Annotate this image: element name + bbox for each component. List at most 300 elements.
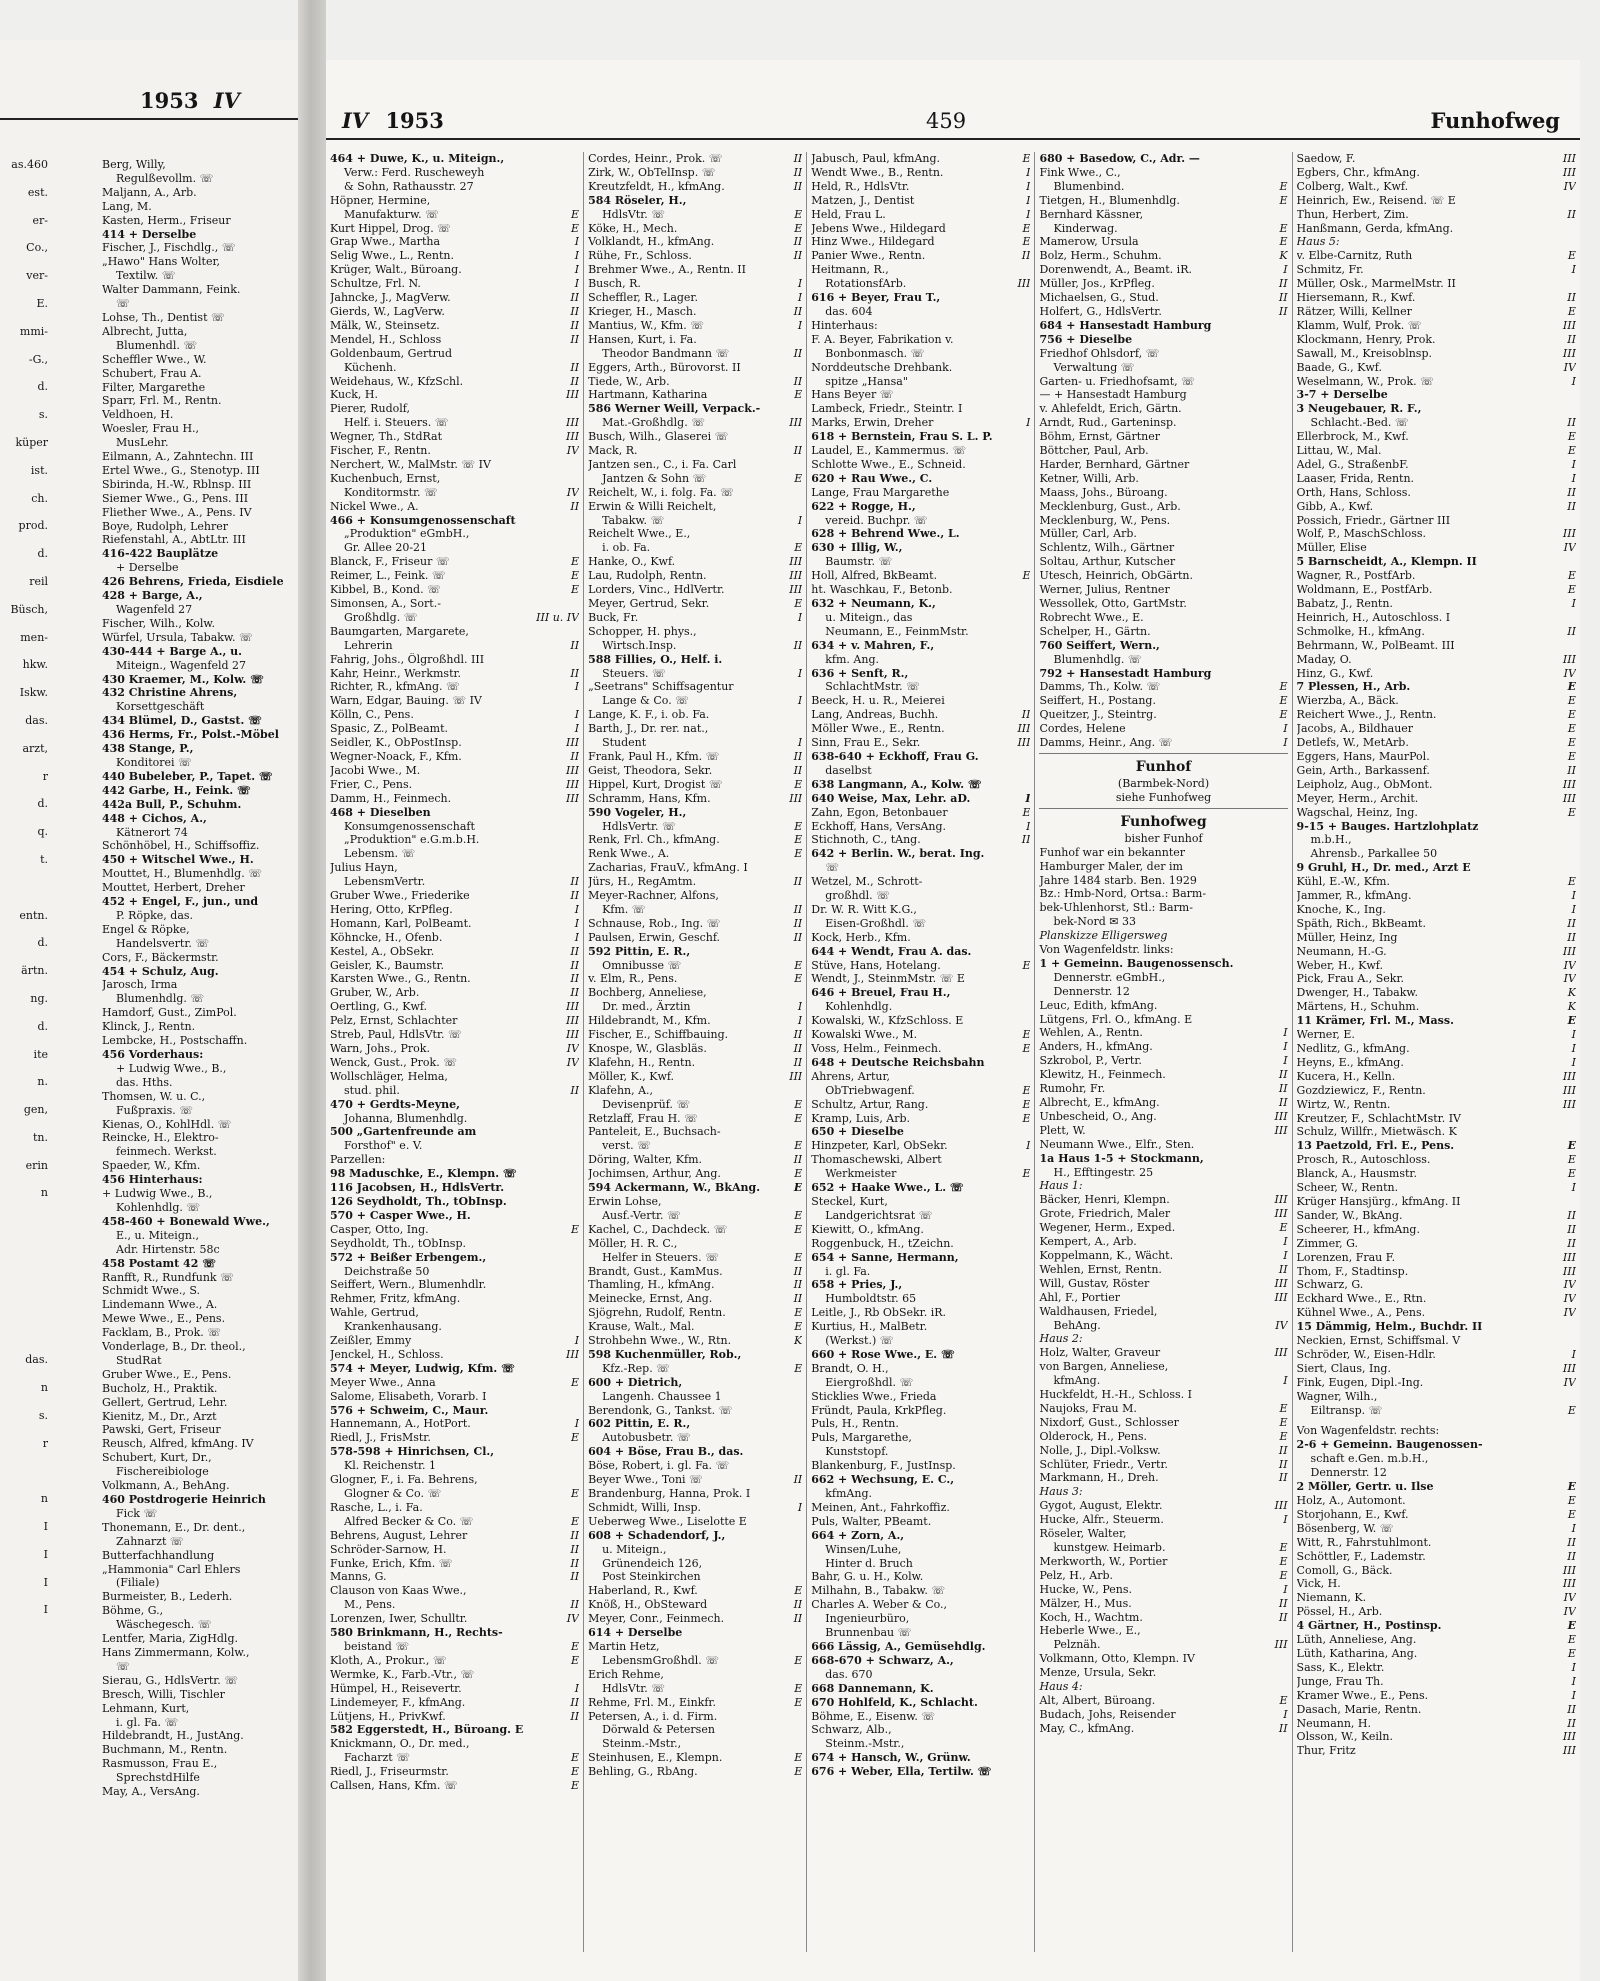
directory-entry: II Kreutzfeldt, H., kfmAng. [588,179,803,193]
floor-marker: E [1567,1633,1576,1647]
directory-entry: Mewe Wwe., E., Pens. [102,1312,226,1326]
floor-marker: E [1022,152,1031,165]
directory-entry: E Voss, Helm., Feinmech. [811,1042,1031,1055]
directory-entry: & Sohn, Rathausstr. 27 [344,179,474,193]
directory-entry: Leitle, J., Rb ObSekr. iR. [811,1306,947,1320]
directory-entry: Verwaltung ☏ [1053,360,1135,374]
floor-marker: II [1021,708,1031,722]
floor-marker: II [1567,1535,1576,1549]
floor-marker: I [574,722,580,736]
floor-marker: I [797,1014,803,1028]
directory-entry: E Hinz Wwe., Hildegard [811,235,1031,249]
floor-marker: III [789,791,803,805]
directory-entry: I Richter, R., kfmAng. ☏ [330,680,580,694]
directory-entry: Busch, Wilh., Glaserei ☏ [588,430,729,444]
directory-entry: Vonderlage, B., Dr. theol., [102,1340,246,1354]
directory-entry: II Schlüter, Friedr., Vertr. [1039,1457,1288,1471]
floor-marker: III [1274,1346,1288,1360]
house-subheading: Haus 2: [1039,1332,1083,1346]
directory-entry: E Merkworth, W., Portier [1039,1554,1288,1568]
directory-entry: E Krause, Walt., Mal. [588,1320,803,1334]
floor-marker: E [571,569,580,583]
directory-entry: Spaeder, W., Kfm. [102,1159,201,1173]
floor-marker: E [794,833,803,847]
floor-marker: III [1562,346,1576,360]
floor-marker: IV [1563,1591,1576,1605]
directory-entry: E Lüth, Katharina, Ang. [1296,1646,1576,1660]
floor-marker: E [1567,1646,1576,1660]
directory-entry: Wagenfeld 27 [116,603,193,616]
directory-entry: E Olderock, H., Pens. [1039,1429,1288,1443]
directory-entry: das. Hths. [116,1075,173,1089]
floor-marker: II [570,1556,580,1570]
directory-entry: Post Steinkirchen [602,1570,701,1584]
cropped-text-fragment: entn. [19,908,48,922]
directory-entry: I Selig Wwe., L., Rentn. [330,249,580,263]
floor-marker: II [793,930,803,944]
directory-entry: 586 Werner Weill, Verpack.- [588,402,761,416]
directory-entry: IV Schwarz, G. [1296,1278,1576,1292]
directory-entry: Miteign., Wagenfeld 27 [116,658,247,672]
cropped-text-fragment: prod. [18,519,48,533]
directory-entry: I Scheer, W., Rentn. [1296,1181,1576,1195]
directory-entry: Schelper, H., Gärtn. [1039,624,1151,638]
directory-entry: E Kibbel, B., Kond. ☏ [330,583,580,597]
directory-entry: II Koch, H., Wachtm. [1039,1610,1288,1624]
floor-marker: E [1567,805,1576,819]
floor-marker: E [794,972,803,986]
directory-entry: III Wirtz, W., Rentn. [1296,1097,1576,1111]
directory-entry: E Holz, A., Automont. [1296,1494,1576,1507]
directory-entry: Eisen-Großhdl. ☏ [825,916,927,930]
directory-entry: 616 + Beyer, Frau T., [811,291,941,305]
floor-marker: II [793,1028,803,1042]
floor-marker: I [1283,1040,1288,1054]
directory-entry: Fründt, Paula, KrkPfleg. [811,1403,947,1417]
directory-entry: E Ausf.-Vertr. ☏ [602,1208,803,1222]
directory-entry: Neckien, Ernst, Schiffsmal. V [1296,1334,1461,1348]
directory-entry: Barth, J., Dr. rer. nat., [588,722,709,736]
directory-entry: Walter Dammann, Feink. [102,283,241,297]
directory-entry: 116 Jacobsen, H., HdlsVertr. [330,1181,505,1195]
directory-entry: Mouttet, Herbert, Dreher [102,881,245,895]
directory-entry: III Pelznäh. [1053,1638,1288,1652]
directory-entry: Lentfer, Maria, ZigHdlg. [102,1632,238,1646]
floor-marker: III [566,1347,580,1361]
directory-entry: 630 + Illig, W., [811,541,903,555]
directory-entry: I Homann, Karl, PolBeamt. [330,916,580,930]
floor-marker: III [1562,1264,1576,1278]
directory-entry: 658 + Pries, J., [811,1278,903,1292]
directory-entry: I Hannemann, A., HotPort. [330,1417,580,1431]
floor-marker: III [1274,1290,1288,1304]
directory-entry: Meyer-Rachner, Alfons, [588,889,719,903]
cropped-text-fragment: ver- [26,269,48,283]
directory-entry: E Seiffert, H., Postang. [1039,694,1288,708]
directory-entry: Brehmer Wwe., A., Rentn. II [588,263,746,277]
directory-entry: Kreutzer, F., SchlachtMstr. IV [1296,1111,1461,1125]
directory-entry: Ingenieurbüro, [825,1612,910,1626]
directory-entry: III Lorenzen, Frau F. [1296,1250,1576,1264]
directory-entry: 9 Gruhl, H., Dr. med., Arzt E [1296,861,1471,875]
floor-marker: E [794,388,803,402]
floor-marker: II [793,902,803,916]
directory-entry: Kohlenhdlg. ☏ [116,1200,201,1214]
directory-entry: Schulz, Willfr., Mietwäsch. K [1296,1125,1457,1139]
directory-entry: Röseler, Walter, [1039,1527,1127,1541]
directory-entry: I Dr. med., Ärztin [602,1000,803,1014]
floor-marker: III [1562,318,1576,332]
floor-marker: III [1562,791,1576,805]
directory-entry: 442 Garbe, H., Feink. ☏ [102,783,251,797]
directory-entry: E Pelz, H., Arb. [1039,1568,1288,1582]
floor-marker: I [574,680,580,694]
directory-entry: Brandenburg, Hanna, Prok. I [588,1487,751,1500]
floor-marker: I [1283,1248,1288,1262]
directory-entry: Kasten, Herm., Friseur [102,213,231,227]
directory-entry: Lehmann, Kurt, [102,1701,190,1715]
directory-entry: 636 + Senft, R., [811,666,909,680]
floor-marker: II [793,1612,803,1626]
directory-entry: Knickmann, O., Dr. med., [330,1737,470,1751]
directory-entry: Kowalski, W., KfzSchloss. E [811,1014,964,1028]
floor-marker: I [1283,1707,1288,1721]
directory-entry: III Jenckel, H., Schloss. [330,1347,580,1361]
directory-entry: Ertel Wwe., G., Stenotyp. III [102,463,260,477]
directory-entry: Erwin & Willi Reichelt, [588,499,717,513]
directory-entry: E Rehme, Frl. M., Einkfr. [588,1695,803,1709]
floor-marker: II [1278,1471,1288,1485]
directory-entry: Krüger Hansjürg., kfmAng. II [1296,1194,1461,1208]
directory-entry: I Wendt Wwe., B., Rentn. [811,165,1031,179]
directory-entry: 578-598 + Hinrichsen, Cl., [330,1445,495,1459]
directory-entry: Kunststopf. [825,1445,889,1459]
directory-entry: 416-422 Bauplätze [102,547,219,561]
directory-entry: E Detlefs, W., MetArb. [1296,736,1576,750]
floor-marker: E [794,1584,803,1598]
left-page [0,40,298,1981]
directory-entry: 440 Bubeleber, P., Tapet. ☏ [102,769,273,783]
directory-entry: Salome, Elisabeth, Vorarb. I [330,1389,487,1403]
directory-entry: II Meyer, Conr., Feinmech. [588,1612,803,1626]
directory-entry: Steinm.-Mstr., [602,1737,682,1751]
floor-marker: I [1571,1042,1576,1055]
directory-entry: IV Hinz, G., Kwf. [1296,666,1576,680]
cropped-text-fragment: ist. [30,463,48,477]
directory-entry: IV Fischer, F., Rentn. [330,444,580,458]
floor-marker: III [566,1028,580,1042]
floor-marker: E [1022,221,1031,235]
directory-entry: Fischer, J., Fischdlg., ☏ [102,241,236,255]
directory-entry: 646 + Breuel, Frau H., [811,986,951,1000]
directory-entry: II Tiede, W., Arb. [588,374,803,388]
floor-marker: III [1274,1276,1288,1290]
directory-entry: Hamburger Maler, der im [1039,859,1183,873]
directory-entry: 438 Stange, P., [102,742,194,756]
directory-column-4 [1034,152,1291,1952]
directory-entry: 620 + Rau Wwe., C. [811,471,933,485]
directory-entry: 634 + v. Mahren, F., [811,638,935,652]
floor-marker: III [1562,652,1576,666]
floor-marker: E [794,1097,803,1111]
directory-entry: 668-670 + Schwarz, A., [811,1653,954,1667]
floor-marker: IV [566,444,580,458]
directory-entry: I Adel, G., StraßenbF. [1296,457,1576,471]
directory-entry: 464 + Duwe, K., u. Miteign., [330,152,505,165]
floor-marker: I [1571,1521,1576,1535]
directory-entry: E Hartmann, Katharina [588,388,803,402]
directory-entry: 570 + Casper Wwe., H. [330,1208,471,1222]
floor-marker: II [793,1473,803,1487]
floor-marker: II [570,318,580,332]
directory-entry: Fick ☏ [116,1506,158,1520]
directory-entry: 576 + Schweim, C., Maur. [330,1403,489,1417]
directory-entry: E 7 Plessen, H., Arb. [1296,680,1576,694]
directory-entry: Reincke, H., Elektro- [102,1131,219,1145]
directory-entry: Lange, Frau Margarethe [811,485,950,499]
floor-marker: K [794,1334,803,1348]
directory-entry: 414 + Derselbe [102,227,197,241]
directory-entry: E v. Elm, R., Pens. [588,972,803,986]
cropped-text-fragment: ng. [30,991,48,1005]
directory-entry: Bresch, Willi, Tischler [102,1687,225,1701]
directory-entry: E Zahn, Egon, Betonbauer [811,805,1031,819]
directory-column-5 [1292,152,1580,1952]
directory-entry: 638 Langmann, A., Kolw. ☏ [811,777,982,791]
floor-marker: E [1022,1167,1031,1181]
directory-entry: Böhm, Ernst, Gärtner [1039,430,1161,444]
directory-entry: Böse, Robert, i. gl. Fa. ☏ [588,1459,730,1473]
floor-marker: IV [1563,541,1576,555]
directory-entry: Dennerstr. 12 [1053,984,1130,998]
floor-marker: E [794,1653,803,1667]
floor-marker: I [1571,889,1576,903]
directory-entry: II Mälk, W., Steinsetz. [330,318,580,332]
directory-entry: I Koppelmann, K., Wächt. [1039,1248,1288,1262]
floor-marker: I [1026,179,1031,193]
directory-entry: II Späth, Rich., BkBeamt. [1296,916,1576,930]
directory-entry: (Filiale) [116,1576,160,1590]
directory-entry: I Hucke, Alfr., Steuerm. [1039,1513,1288,1527]
directory-entry: Wermke, K., Farb.-Vtr., ☏ [330,1667,475,1681]
directory-entry: 436 Herms, Fr., Polst.-Möbel [102,728,279,742]
directory-entry: I Knoche, K., Ing. [1296,902,1576,916]
directory-entry: 676 + Weber, Ella, Tertilw. ☏ [811,1765,992,1779]
directory-entry: Fischereibiologe [116,1465,209,1479]
floor-marker: IV [566,485,580,499]
directory-entry: I Busch, R. [588,277,803,291]
floor-marker: E [1567,875,1576,889]
floor-marker: III [1017,736,1031,750]
directory-entry: I Bösenberg, W. ☏ [1296,1521,1576,1535]
directory-entry: m.b.H., [1310,833,1352,847]
cropped-text-fragment: ch. [31,491,48,505]
cropped-text-fragment: -G., [28,352,48,366]
directory-entry: kfmAng. [825,1487,872,1500]
floor-marker: I [1571,1028,1576,1042]
floor-marker: K [1567,986,1576,1000]
floor-marker: II [1567,207,1576,221]
floor-marker: E [793,1181,803,1195]
directory-entry: I 640 Weise, Max, Lehr. aD. [811,791,1031,805]
cropped-text-fragment: reil [29,574,48,588]
directory-entry: „Produktion" e.G.m.b.H. [344,833,480,847]
floor-marker: E [1567,569,1576,583]
floor-marker: III [1274,1499,1288,1513]
directory-entry: Langenh. Chaussee 1 [602,1389,722,1403]
floor-marker: I [1571,597,1576,610]
directory-entry: Facklam, B., Prok. ☏ [102,1326,222,1340]
floor-marker: E [1567,304,1576,318]
directory-entry: III Maday, O. [1296,652,1576,666]
directory-entry: E Jantzen & Sohn ☏ [602,471,803,485]
directory-entry: I Hucke, W., Pens. [1039,1582,1288,1596]
directory-entry: II Thamling, H., kfmAng. [588,1278,803,1292]
directory-entry: E Jabusch, Paul, kfmAng. [811,152,1031,165]
directory-entry: Kienas, O., KohlHdl. ☏ [102,1117,232,1131]
directory-entry: Kuchenbuch, Ernst, [330,471,441,485]
directory-entry: 652 + Haake Wwe., L. ☏ [811,1181,964,1195]
directory-entry: IV Warn, Johs., Prok. [330,1042,580,1055]
directory-entry: 9-15 + Bauges. Hartzlohplatz [1296,819,1479,833]
directory-entry: Würfel, Ursula, Tabakw. ☏ [102,630,253,644]
directory-entry: Ahrens, Artur, [811,1069,891,1083]
directory-entry: E 594 Ackermann, W., BkAng. [588,1181,803,1195]
directory-entry: E Riedl, J., Friseurmstr. [330,1765,580,1779]
floor-marker: E [1022,1042,1031,1055]
directory-entry: II Knöß, H., ObSteward [588,1598,803,1612]
floor-marker: I [1571,471,1576,485]
directory-entry: „Hawo" Hans Wolter, [102,255,220,269]
directory-entry: Brunnenbau ☏ [825,1626,912,1640]
directory-entry: E Renk, Frl. Ch., kfmAng. [588,833,803,847]
directory-entry: III u. IV Großhdlg. ☏ [344,610,580,624]
floor-marker: E [794,1222,803,1236]
directory-entry: E Mamerow, Ursula [1039,235,1288,249]
floor-marker: E [1279,1221,1288,1235]
directory-entry: K Dwenger, H., Tabakw. [1296,986,1576,1000]
directory-entry: Norddeutsche Drehbank. [811,360,953,374]
directory-entry: F. A. Beyer, Fabrikation v. [811,332,954,346]
directory-entry: I Jammer, R., kfmAng. [1296,889,1576,903]
directory-entry: I Spasic, Z., PolBeamt. [330,722,580,736]
directory-entry: I Budach, Johs, Reisender [1039,1707,1288,1721]
floor-marker: I [1026,165,1031,179]
floor-marker: E [1567,722,1576,736]
directory-entry: Burmeister, B., Lederh. [102,1590,233,1604]
directory-entry: v. Ahlefeldt, Erich, Gärtn. [1039,402,1182,416]
directory-entry: Steinm.-Mstr., [825,1737,905,1751]
floor-marker: III [1562,1361,1576,1375]
directory-column-1 [326,152,583,1952]
directory-entry: + Ludwig Wwe., B., [102,1187,213,1201]
directory-entry: II Lütjens, H., PrivKwf. [330,1709,580,1723]
directory-entry: 1a Haus 1-5 + Stockmann, [1039,1151,1204,1165]
directory-entry: E Lüth, Anneliese, Ang. [1296,1633,1576,1647]
left-page-column [102,158,298,1799]
directory-entry: Heitmann, R., [811,263,889,277]
directory-entry: 468 + Dieselben [330,805,431,819]
directory-entry: Fußpraxis. ☏ [116,1103,194,1117]
cropped-text-fragment: n [40,1186,48,1200]
directory-entry: Forsthof" e. V. [344,1139,423,1153]
directory-entry: II Knospe, W., Glasbläs. [588,1042,803,1055]
directory-entry: Dennerstr. 12 [1310,1466,1387,1480]
floor-marker: II [570,749,580,763]
floor-marker: E [794,471,803,485]
directory-entry: E Damms, Th., Kolw. ☏ [1039,680,1288,694]
floor-marker: II [793,763,803,777]
directory-entry: 584 Röseler, H., [588,193,687,207]
directory-entry: E Kachel, C., Dachdeck. ☏ [588,1222,803,1236]
directory-entry: IV Pick, Frau A., Sekr. [1296,972,1576,986]
street-section-note: bisher Funhof [1124,831,1203,845]
directory-entry: Von Wagenfeldstr. links: [1039,943,1174,957]
directory-entry: Neumann Wwe., Elfr., Sten. [1039,1137,1195,1151]
floor-marker: E [794,1208,803,1222]
directory-entry: I Hering, Otto, KrPfleg. [330,902,580,916]
directory-entry: II Brandt, Gust., KamMus. [588,1264,803,1278]
directory-entry: III Meyer, Herm., Archit. [1296,791,1576,805]
directory-entry: II Sander, W., BkAng. [1296,1208,1576,1222]
floor-marker: III [1562,165,1576,179]
directory-entry: E Facharzt ☏ [344,1751,580,1765]
floor-marker: E [794,958,803,972]
directory-entry: II Albrecht, E., kfmAng. [1039,1096,1288,1109]
directory-entry: 426 Behrens, Frieda, Eisdiele [102,575,284,589]
floor-marker: II [1021,833,1031,847]
directory-entry: II Frank, Paul H., Kfm. ☏ [588,749,803,763]
floor-marker: I [797,610,803,624]
section-divider [1039,753,1287,754]
house-subheading: Haus 5: [1296,235,1340,249]
directory-entry: Albrecht, Jutta, [102,324,188,338]
floor-marker: II [570,1709,580,1723]
floor-marker: II [570,499,580,513]
floor-marker: IV [1563,1292,1576,1306]
directory-entry: II Wegner-Noack, F., Kfm. [330,749,580,763]
floor-marker: II [1278,1096,1288,1109]
floor-marker: E [794,1139,803,1153]
directory-entry: E Wegener, Herm., Exped. [1039,1221,1288,1235]
directory-entry: Huckfeldt, H.-H., Schloss. I [1039,1388,1192,1402]
floor-marker: III [566,777,580,791]
floor-marker: II [1278,1262,1288,1276]
floor-marker: E [1022,1083,1031,1097]
directory-entry: IV Konditormstr. ☏ [344,485,580,499]
directory-entry: E Tietgen, H., Blumenhdlg. [1039,193,1288,207]
directory-entry: Hinter d. Bruch [825,1556,913,1570]
directory-entry: E v. Elbe-Carnitz, Ruth [1296,249,1576,263]
directory-entry: MusLehr. [116,436,169,450]
directory-entry: I Babatz, J., Rentn. [1296,597,1576,610]
directory-entry: E Omnibusse ☏ [602,958,803,972]
floor-marker: E [1279,1401,1288,1415]
directory-entry: IV Baade, G., Kwf. [1296,360,1576,374]
directory-entry: I kfmAng. [1053,1374,1288,1388]
directory-entry: 602 Pittin, E. R., [588,1417,691,1431]
floor-marker: II [1567,1208,1576,1222]
directory-entry: II Thun, Herbert, Zim. [1296,207,1576,221]
floor-marker: III [1274,1638,1288,1652]
directory-entry: Roggenbuck, H., tZeichn. [811,1236,954,1250]
directory-entry: E Stüve, Hans, Hotelang. [811,958,1031,972]
floor-marker: IV [566,1612,580,1626]
directory-entry: I Steuers. ☏ [602,666,803,680]
directory-entry: Steckel, Kurt, [811,1194,888,1208]
directory-entry: u. Miteign., [602,1542,667,1556]
floor-marker: E [794,541,803,555]
